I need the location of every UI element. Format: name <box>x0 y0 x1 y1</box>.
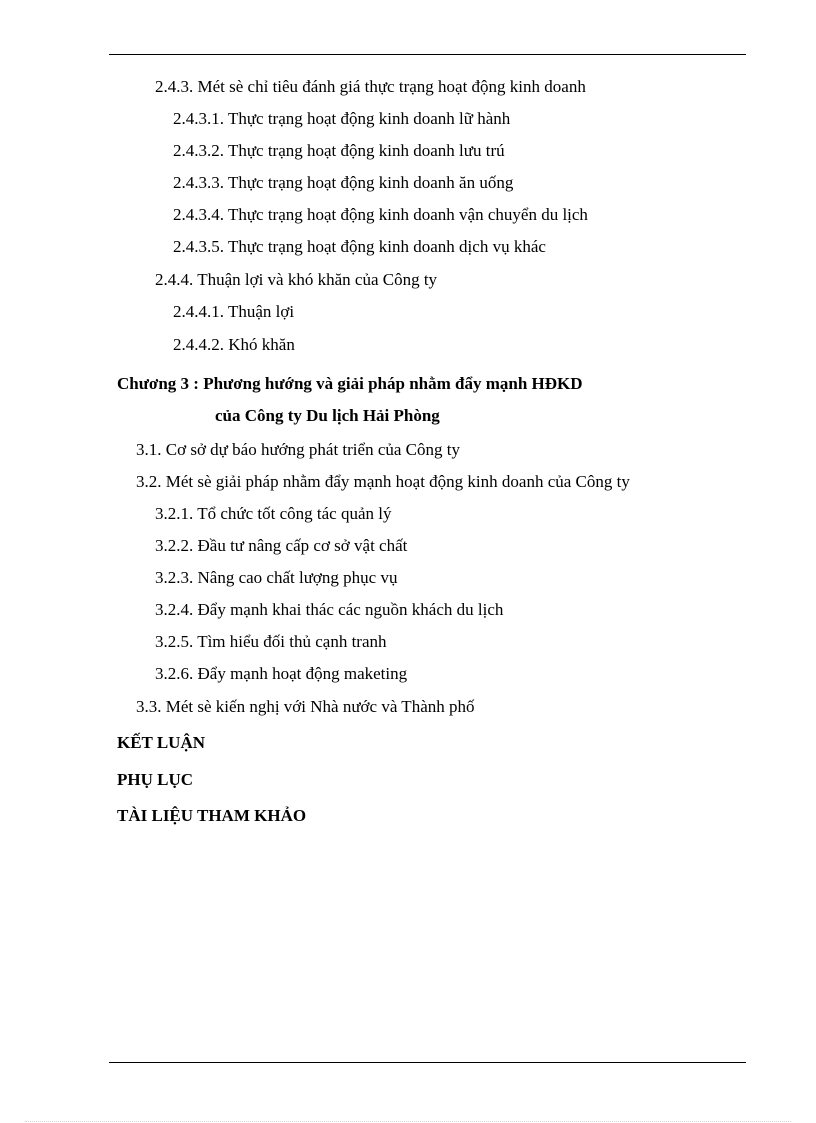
toc-entry-2-4-4: 2.4.4. Thuận lợi và khó khăn của Công ty <box>155 270 438 289</box>
toc-entry-3-2-5: 3.2.5. Tìm hiểu đối thủ cạnh tranh <box>155 632 387 651</box>
toc-entry-3-2-2: 3.2.2. Đầu tư nâng cấp cơ sở vật chất <box>155 536 408 555</box>
toc-entry-2-4-3-4: 2.4.3.4. Thực trạng hoạt động kinh doanh vận chuyển du lịch <box>173 205 588 224</box>
toc-entry-2-4-4-1: 2.4.4.1. Thuận lợi <box>173 302 295 321</box>
toc-entry-2-4-3-1: 2.4.3.1. Thực trạng hoạt động kinh doanh lữ hành <box>173 109 511 128</box>
toc-entry-appendix: PHỤ LỤC <box>117 770 194 789</box>
footer-rule <box>109 1062 746 1063</box>
toc-entry-3-3: 3.3. Mét sè kiến nghị với Nhà nước và Thành phố <box>136 697 475 716</box>
toc-entry-2-4-3-2: 2.4.3.2. Thực trạng hoạt động kinh doanh lưu trú <box>173 141 505 160</box>
toc-entry-2-4-3: 2.4.3. Mét sè chỉ tiêu đánh giá thực trạng hoạt động kinh doanh <box>155 77 586 96</box>
toc-entry-2-4-3-5: 2.4.3.5. Thực trạng hoạt động kinh doanh dịch vụ khác <box>173 237 546 256</box>
toc-entry-3-2-3: 3.2.3. Nâng cao chất lượng phục vụ <box>155 568 398 587</box>
header-rule <box>109 54 746 55</box>
chapter-3-heading: Chương 3 : Phương hướng và giải pháp nhằm đẩy mạnh HĐKD <box>117 374 583 393</box>
page-edge-divider <box>25 1121 791 1122</box>
toc-entry-references: TÀI LIỆU THAM KHẢO <box>117 806 307 825</box>
chapter-3-heading-continued: của Công ty Du lịch Hải Phòng <box>215 406 440 425</box>
toc-entry-conclusion: KẾT LUẬN <box>117 733 206 752</box>
toc-entry-3-1: 3.1. Cơ sở dự báo hướng phát triển của Công ty <box>136 440 460 459</box>
toc-entry-3-2-4: 3.2.4. Đẩy mạnh khai thác các nguồn khách du lịch <box>155 600 504 619</box>
toc-entry-2-4-3-3: 2.4.3.3. Thực trạng hoạt động kinh doanh ăn uống <box>173 173 514 192</box>
toc-entry-3-2-1: 3.2.1. Tổ chức tốt công tác quản lý <box>155 504 392 523</box>
toc-entry-3-2-6: 3.2.6. Đẩy mạnh hoạt động maketing <box>155 664 408 683</box>
toc-entry-2-4-4-2: 2.4.4.2. Khó khăn <box>173 335 295 354</box>
toc-entry-3-2: 3.2. Mét sè giải pháp nhằm đẩy mạnh hoạt động kinh doanh của Công ty <box>136 472 630 491</box>
